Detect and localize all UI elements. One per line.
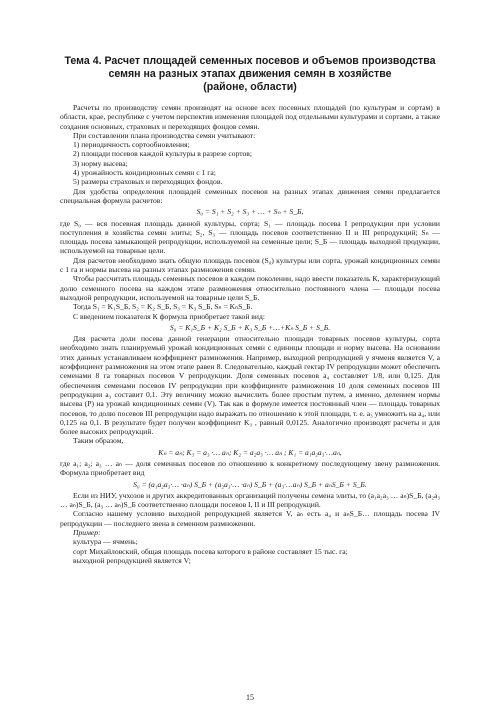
topic-title bbox=[40, 55, 460, 93]
paragraph-elite-seeds: Если из НИУ, учхозов и других аккредитованных организаций получены семена элиты, то (a₁a₂a₃ … aₙ)S_Б, (a₂a₃ … aₙ)S_Б, (a₃ … aₙ)S_Б соответственно площади посевов I, II и III репродукций. bbox=[60, 490, 440, 510]
example-line: выходной репродукцией является V; bbox=[73, 555, 191, 565]
paragraph-required-data: Для расчетов необходимо знать общую площадь посевов (S₀) культуры или сорта, урожай кондиционных семян с 1 га и нормы высева на разных этапах размножения семян. bbox=[60, 255, 440, 275]
formula-coefficients: Kₙ = aₙ; K₃ = a₃ ·… aₙ; K₂ = a₂a₃ ·… aₙ ; K₁ = a₁a₂a₃·…aₙ, bbox=[158, 447, 342, 457]
paragraph-thus: Таким образом, bbox=[73, 436, 124, 446]
example-line: сорт Михайловский, общая площадь посева которого в районе составляет 15 тыс. га; bbox=[73, 546, 348, 556]
paragraph-formula-intro: Для удобства определения площадей семенных посевов на разных этапах движения семян предлагается специальная формула расчетов: bbox=[60, 186, 440, 205]
paragraph-planning: При составлении плана производства семян учитывают: bbox=[73, 130, 256, 140]
formula-with-k: S₀ = K₁S_Б + K₂ S_Б + K₃ S_Б +…+Kₙ S_Б + S_Б. bbox=[169, 322, 331, 332]
title-line-3: (районе, области) bbox=[203, 80, 297, 93]
example-label: Пример: bbox=[73, 528, 101, 538]
paragraph-output-reproduction: Согласно нашему условию выходной репродукцией является V, aₙ есть a₄ и aₙS_Б… площадь посева IV репродукции — последнего звена в семенном размножении. bbox=[60, 509, 440, 528]
title-line-1: Тема 4. Расчет площадей семенных посевов и объемов производства bbox=[64, 55, 436, 67]
paragraph-intro: Расчеты по производству семян производят на основе всех посевных площадей (по культурам и сортам) в области, крае, республике с учетом перспектив изменения площадей под отдельными культурами и сортами, а также создания основных, страховых и переходящих фондов семян. bbox=[60, 103, 440, 131]
list-item: 1) периодичность сортообновления; bbox=[73, 140, 190, 150]
example-line: культура — ячмень; bbox=[73, 537, 138, 547]
list-item: 5) размеры страховых и переходящих фондов. bbox=[73, 177, 223, 187]
paragraph-share-calculation: Для расчета доли посева данной генерации относительно площади товарных посевов культуры, сорта необходимо знать планируемый урожай кондиционных семян с единицы площади и норму высева. На основании этих данных устанавливаем коэффициент размножения. Например, выходной репродукцией у ячменя является V, а коэффициент размножения на этом этапе равен 8. Следовательно, каждый гектар IV репродукции может обеспечить семенами 8 га товарных посевов V репродукции. Доля семенных посевов a₄ составляет 1/8, или 0,125. Для обеспечения семенами посевов IV репродукции при коэффициенте размножения 10 доля семенных посевов III репродукции a₃ составит 0,1. Эту величину можно вычислить более простым путем, а именно, делением нормы высева (P) на урожай кондиционных семян (V). Так как в формуле имеется постоянный член — площадь товарных посевов, то долю посевов III репродукции надо выражать по отношению к этой площади, т. е. a₃ умножить на a₄, или 0,125 на 0,1. В результате будет получен коэффициент K₃ , равный 0,0125. Аналогично производят расчеты и для более высоких репродукций. bbox=[60, 334, 440, 437]
formula-expanded: S₀ = (a₁a₂a₃·… ·aₙ) S_Б + (a₂a₃·… ·aₙ) S_Б + (a₃·…aₙ) S_Б + aₙS_Б + S_Б. bbox=[133, 479, 367, 489]
title-line-2: семян на разных этапах движения семян в хозяйстве bbox=[108, 67, 392, 80]
page-number: 15 bbox=[246, 693, 254, 702]
paragraph-then: Тогда S₁ = K₁S_Б, S₂ = K₂ S_Б, S₃ = K₃ S_Б, Sₙ = KₙS_Б. bbox=[73, 302, 253, 312]
list-item: 2) площади посевов каждой культуры в разрезе сортов; bbox=[73, 149, 253, 159]
list-item: 4) урожайность кондиционных семян с 1 га; bbox=[73, 168, 216, 178]
formula-total-area: S₀ = S₁ + S₂ + S₃ + … + Sₙ + S_Б, bbox=[196, 207, 304, 217]
paragraph-k-formula-intro: С введением показателя К формула приобретает такой вид: bbox=[73, 311, 265, 321]
paragraph-shares: где a₁; a₂; a₃ … aₙ — доля семенных посевов по отношению к конкретному последующему звену размножения. Формула приобретает вид bbox=[60, 458, 440, 478]
body-text bbox=[60, 103, 440, 565]
paragraph-definitions: где S₀ — вся посевная площадь данной культуры, сорта; S₁ — площадь посева I репродукции при условии поступления в хозяйства семян элиты; S₂, S₃ — площадь посевов соответственно II и III репродукций; Sₙ — площадь посева замыкающей репродукции, используемой на семенные цели; S_Б — площадь выходной продукции, используемой на товарные цели. bbox=[60, 218, 440, 256]
paragraph-k-indicator: Чтобы рассчитать площадь семенных посевов в каждом поколении, надо ввести показатель К, характеризующий долю семенного посева на каждом этапе размножения относительно постоянного члена — площади посева выходной репродукции, используемой на товарные цели S_Б. bbox=[60, 274, 440, 302]
list-item: 3) норму высева; bbox=[73, 158, 128, 168]
